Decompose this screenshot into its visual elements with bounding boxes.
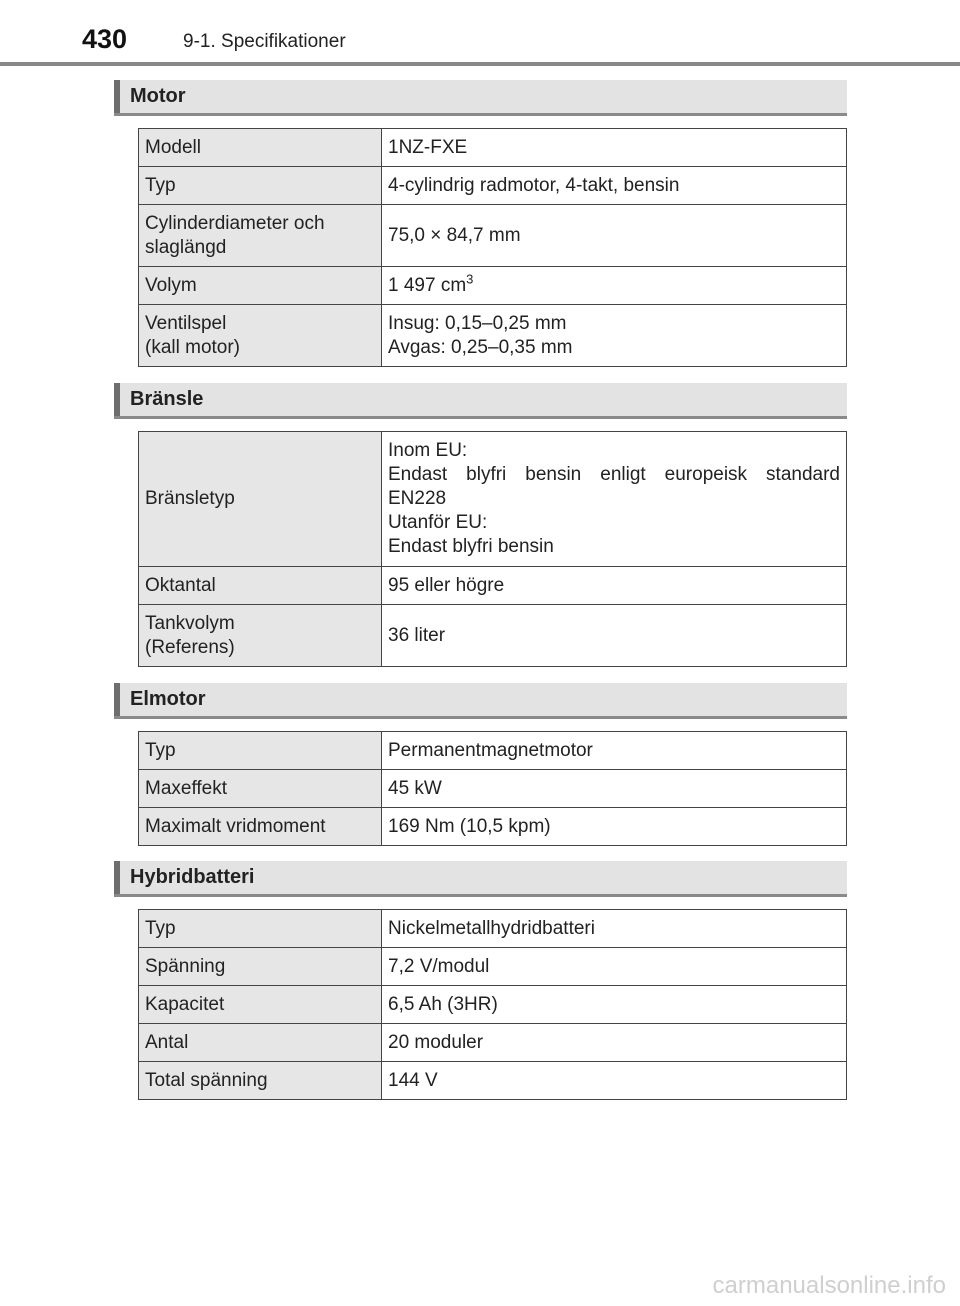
motor-spec-table — [138, 128, 847, 367]
section-title: Motor — [130, 85, 186, 107]
row-value: 36 liter — [382, 605, 847, 667]
table-row — [139, 986, 847, 1024]
table-row — [139, 910, 847, 948]
label-line: (Referens) — [145, 636, 235, 658]
section-accent — [114, 383, 120, 416]
row-value: Nickelmetallhydridbatteri — [382, 910, 847, 948]
row-label: Modell — [139, 129, 382, 167]
table-row — [139, 770, 847, 808]
table-row — [139, 129, 847, 167]
table-row — [139, 432, 847, 567]
row-value: Permanentmagnetmotor — [382, 732, 847, 770]
section-heading-bransle — [114, 383, 847, 419]
label-line: (kall motor) — [145, 336, 241, 358]
row-value: 95 eller högre — [382, 567, 847, 605]
row-value: 144 V — [382, 1062, 847, 1100]
row-value: 4-cylindrig radmotor, 4-takt, bensin — [382, 167, 847, 205]
label-line: Cylinderdiameter och — [145, 212, 325, 234]
row-value — [382, 432, 847, 567]
row-label — [139, 305, 382, 367]
hybridbatteri-spec-table — [138, 909, 847, 1100]
chapter-title: 9-1. Specifikationer — [183, 31, 346, 52]
bransle-spec-table — [138, 431, 847, 667]
value-line: Endast blyfri bensin — [388, 536, 554, 557]
table-row — [139, 267, 847, 305]
row-value — [382, 267, 847, 305]
value-line: Inom EU: — [388, 440, 468, 461]
row-label: Antal — [139, 1024, 382, 1062]
table-row — [139, 732, 847, 770]
value-line: Avgas: 0,25–0,35 mm — [388, 336, 573, 358]
label-line: slaglängd — [145, 236, 227, 258]
section-accent — [114, 80, 120, 113]
row-label: Volym — [139, 267, 382, 305]
row-value: 6,5 Ah (3HR) — [382, 986, 847, 1024]
table-row — [139, 1062, 847, 1100]
label-line: Ventilspel — [145, 312, 227, 334]
row-value: 45 kW — [382, 770, 847, 808]
row-label: Spänning — [139, 948, 382, 986]
elmotor-spec-table — [138, 731, 847, 846]
table-row — [139, 167, 847, 205]
row-label: Typ — [139, 910, 382, 948]
section-title: Hybridbatteri — [130, 866, 255, 888]
row-label: Typ — [139, 167, 382, 205]
row-label: Bränsletyp — [139, 432, 382, 567]
row-value: 169 Nm (10,5 kpm) — [382, 808, 847, 846]
table-row — [139, 205, 847, 267]
table-row — [139, 567, 847, 605]
section-accent — [114, 861, 120, 894]
table-row — [139, 808, 847, 846]
section-heading-elmotor — [114, 683, 847, 719]
row-value: 1NZ-FXE — [382, 129, 847, 167]
table-row — [139, 305, 847, 367]
section-title: Elmotor — [130, 688, 206, 710]
row-value: 75,0 × 84,7 mm — [382, 205, 847, 267]
value-line: Utanför EU: — [388, 512, 488, 533]
row-label — [139, 205, 382, 267]
row-label: Typ — [139, 732, 382, 770]
row-label: Kapacitet — [139, 986, 382, 1024]
row-value: 7,2 V/modul — [382, 948, 847, 986]
section-title: Bränsle — [130, 388, 204, 410]
label-line: Tankvolym — [145, 612, 235, 634]
value-line: Insug: 0,15–0,25 mm — [388, 312, 567, 334]
section-heading-hybridbatteri — [114, 861, 847, 897]
row-value — [382, 305, 847, 367]
watermark: carmanualsonline.info — [712, 1272, 946, 1299]
section-heading-motor — [114, 80, 847, 116]
row-label: Maxeffekt — [139, 770, 382, 808]
value-superscript: 3 — [466, 271, 474, 287]
row-label — [139, 605, 382, 667]
table-row — [139, 1024, 847, 1062]
value-line: Endast blyfri bensin enligt europeisk standard — [388, 464, 840, 485]
value-line: EN228 — [388, 488, 447, 509]
row-label: Maximalt vridmoment — [139, 808, 382, 846]
row-value: 20 moduler — [382, 1024, 847, 1062]
table-row — [139, 948, 847, 986]
page-header — [0, 0, 960, 66]
row-label: Oktantal — [139, 567, 382, 605]
table-row — [139, 605, 847, 667]
header-divider — [0, 62, 960, 66]
section-accent — [114, 683, 120, 716]
page-number: 430 — [82, 24, 128, 54]
value-text: 1 497 cm — [388, 274, 467, 296]
row-label: Total spänning — [139, 1062, 382, 1100]
